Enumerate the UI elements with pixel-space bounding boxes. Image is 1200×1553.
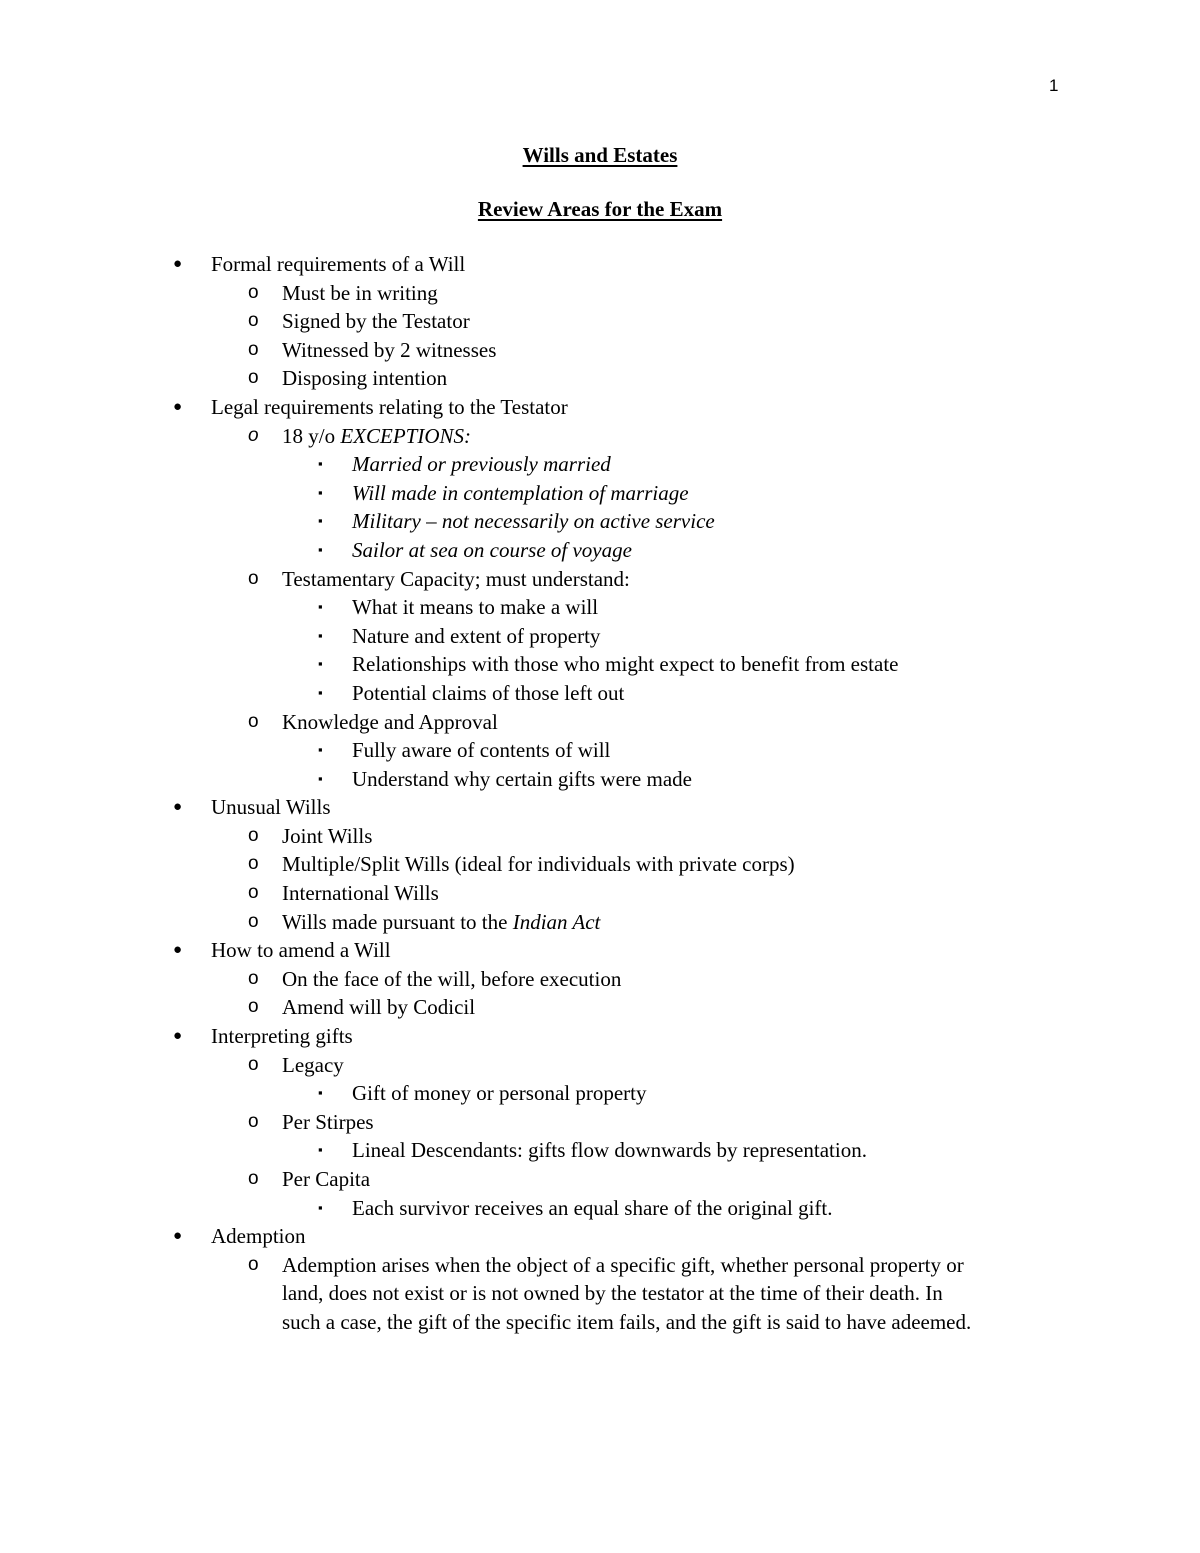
- square-marker: ▪: [318, 456, 323, 472]
- list-item: [0, 850, 1200, 879]
- list-item: [0, 1051, 1200, 1080]
- list-item: [0, 307, 1200, 336]
- list-item: [0, 450, 1200, 479]
- list-item: [0, 1022, 1200, 1051]
- list-item-text: Each survivor receives an equal share of the original gift.: [352, 1195, 833, 1220]
- list-item: [0, 965, 1200, 994]
- square-marker: ▪: [318, 742, 323, 758]
- list-item-text: Joint Wills: [282, 823, 373, 848]
- list-item: [0, 793, 1200, 822]
- circle-marker: o: [248, 1110, 259, 1132]
- list-item-text: Lineal Descendants: gifts flow downwards by representation.: [352, 1138, 867, 1163]
- list-item: [0, 279, 1200, 308]
- bullet-marker: ●: [173, 799, 183, 816]
- list-item-text: Knowledge and Approval: [282, 709, 498, 734]
- square-marker: ▪: [318, 484, 323, 500]
- list-item: [0, 422, 1200, 451]
- circle-marker: o: [248, 367, 259, 389]
- list-item-text: Legacy: [282, 1052, 344, 1077]
- list-item-text: [282, 422, 471, 450]
- square-marker: ▪: [318, 1199, 323, 1215]
- circle-marker: o: [248, 281, 259, 303]
- list-item: [0, 908, 1200, 937]
- square-marker: ▪: [318, 627, 323, 643]
- circle-marker: o: [248, 853, 259, 875]
- list-item-text: Fully aware of contents of will: [352, 738, 611, 763]
- list-item-text: Formal requirements of a Will: [211, 252, 466, 276]
- document-title: Wills and Estates: [522, 143, 678, 167]
- list-item: [0, 536, 1200, 565]
- ademption-definition-line-3: such a case, the gift of the specific item fails, and the gift is said to have adeemed.: [282, 1309, 972, 1334]
- ademption-definition-line-1: Ademption arises when the object of a specific gift, whether personal property or: [282, 1252, 964, 1277]
- list-item-text: Legal requirements relating to the Testator: [211, 394, 568, 419]
- square-marker: ▪: [318, 656, 323, 672]
- square-marker: ▪: [318, 541, 323, 557]
- list-item-text: Married or previously married: [352, 452, 611, 477]
- list-item: [0, 336, 1200, 365]
- square-marker: ▪: [318, 770, 323, 786]
- list-item-text: Disposing intention: [282, 366, 448, 391]
- list-item-text: Interpreting gifts: [211, 1024, 353, 1049]
- list-item-text: Understand why certain gifts were made: [352, 766, 692, 791]
- list-item-text: Will made in contemplation of marriage: [352, 480, 689, 505]
- bullet-marker: ●: [173, 398, 183, 415]
- wills-pursuant-text: Wills made pursuant to the: [282, 909, 513, 934]
- list-item-text: What it means to make a will: [352, 595, 599, 620]
- list-item-text: [282, 908, 600, 936]
- list-item-text: Sailor at sea on course of voyage: [352, 537, 632, 562]
- square-marker: ▪: [318, 599, 323, 615]
- bullet-marker: ●: [173, 256, 183, 272]
- circle-marker: o: [248, 710, 259, 732]
- circle-marker: o: [248, 338, 259, 360]
- list-item: [0, 479, 1200, 508]
- list-item: [0, 622, 1200, 651]
- list-item-text: Nature and extent of property: [352, 623, 601, 648]
- square-marker: ▪: [318, 513, 323, 529]
- list-item-text: Ademption: [211, 1224, 306, 1249]
- list-item: [0, 993, 1200, 1022]
- list-item-text: Potential claims of those left out: [352, 680, 625, 705]
- review-outline: [0, 250, 1200, 1337]
- circle-marker: o: [248, 1253, 259, 1275]
- list-item: [0, 765, 1200, 794]
- list-item: [0, 822, 1200, 851]
- list-item: [0, 250, 1200, 279]
- list-item: [0, 1136, 1200, 1165]
- list-item-text: International Wills: [282, 881, 439, 906]
- list-item: [0, 593, 1200, 622]
- list-item-text: Amend will by Codicil: [282, 995, 476, 1020]
- circle-marker: o: [248, 1053, 259, 1075]
- list-item-text: Military – not necessarily on active service: [352, 509, 715, 534]
- list-item: [0, 1165, 1200, 1194]
- bullet-marker: ●: [173, 1028, 183, 1045]
- list-item: [0, 936, 1200, 965]
- list-item: [0, 364, 1200, 393]
- list-item-text: On the face of the will, before execution: [282, 966, 622, 991]
- list-item: [0, 1194, 1200, 1223]
- list-item-text: Per Stirpes: [282, 1109, 374, 1134]
- circle-marker: o: [248, 882, 259, 904]
- circle-marker: o: [248, 1168, 259, 1189]
- list-item-text: Must be in writing: [282, 280, 438, 305]
- list-item: [0, 565, 1200, 594]
- list-item-text: Unusual Wills: [211, 795, 331, 820]
- square-marker: ▪: [318, 684, 323, 700]
- list-item: [0, 1251, 1200, 1280]
- square-marker: ▪: [318, 1085, 323, 1101]
- ademption-definition-line-2: land, does not exist or is not owned by the testator at the time of their death. In: [282, 1281, 943, 1306]
- list-item: [0, 736, 1200, 765]
- square-marker: ▪: [318, 1142, 323, 1158]
- page-number: 1: [1049, 76, 1059, 95]
- circle-marker: o: [248, 424, 259, 446]
- list-item-text: How to amend a Will: [211, 938, 391, 963]
- circle-marker: o: [248, 967, 259, 989]
- indian-act-title: Indian Act: [512, 909, 601, 934]
- circle-marker: o: [248, 310, 259, 332]
- list-item: [0, 393, 1200, 422]
- exceptions-label: EXCEPTIONS:: [340, 423, 471, 448]
- age-requirement: 18 y/o: [282, 423, 341, 448]
- list-item-text: Testamentary Capacity; must understand:: [282, 566, 630, 591]
- list-item: [0, 1108, 1200, 1137]
- list-item: [0, 507, 1200, 536]
- document-subtitle: Review Areas for the Exam: [477, 197, 723, 221]
- list-item-text: Relationships with those who might expect to benefit from estate: [352, 652, 899, 677]
- list-item-text: Gift of money or personal property: [352, 1081, 647, 1106]
- circle-marker: o: [248, 996, 259, 1018]
- list-item: [0, 1222, 1200, 1251]
- list-item-continuation: [0, 1308, 1200, 1337]
- list-item-continuation: [0, 1279, 1200, 1308]
- list-item-text: Signed by the Testator: [282, 309, 470, 334]
- list-item: [0, 679, 1200, 708]
- list-item: [0, 879, 1200, 908]
- list-item-text: Multiple/Split Wills (ideal for individuals with private corps): [282, 852, 795, 877]
- circle-marker: o: [248, 567, 259, 589]
- list-item-text: Witnessed by 2 witnesses: [282, 337, 497, 362]
- list-item: [0, 650, 1200, 679]
- bullet-marker: ●: [173, 942, 183, 959]
- bullet-marker: ●: [173, 1228, 183, 1245]
- list-item: [0, 1079, 1200, 1108]
- list-item: [0, 708, 1200, 737]
- circle-marker: o: [248, 824, 259, 846]
- list-item-text: Per Capita: [282, 1167, 371, 1191]
- circle-marker: o: [248, 910, 259, 932]
